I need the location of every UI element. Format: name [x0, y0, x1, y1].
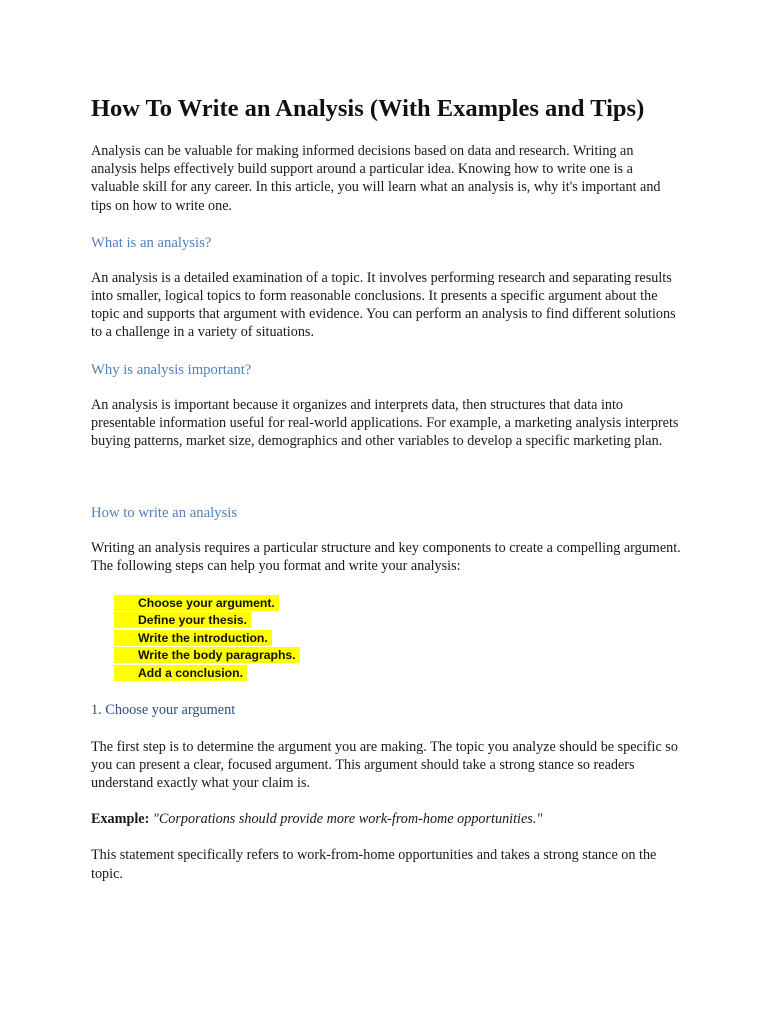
section-body-what: An analysis is a detailed examination of a topic. It involves performing research and separating results into smaller, logical topics to form reasonable conclusions. It presents a specific argument about the topic and supports that argument with evidence. You can perform an analysis to find different solutions to a challenge in a variety of situations.	[91, 269, 676, 341]
step-label: Write the body paragraphs.	[138, 648, 296, 663]
step-highlight	[114, 665, 247, 681]
steps-list-item	[114, 629, 681, 647]
step-highlight	[114, 595, 279, 611]
section-heading-what: What is an analysis?	[91, 234, 212, 251]
step-label: Add a conclusion.	[138, 666, 243, 681]
section-body-why: An analysis is important because it organizes and interprets data, then structures that data into presentable information useful for real-world applications. For example, a marketing analysis interprets buying patterns, market size, demographics and other variables to develop a specific marketing plan.	[91, 396, 679, 450]
section-heading-how: How to write an analysis	[91, 505, 238, 522]
example-line	[91, 810, 681, 828]
step-highlight	[114, 612, 251, 628]
intro-paragraph: Analysis can be valuable for making informed decisions based on data and research. Writing an analysis helps effectively build support around a particular idea. Knowing how to write one is a valuable skill for any career. In this article, you will learn what an analysis is, why it's important and tips on how to write one.	[91, 143, 661, 214]
steps-list-item	[114, 594, 681, 612]
step-label: Define your thesis.	[138, 613, 248, 628]
step-highlight	[114, 647, 300, 663]
step1-body: The first step is to determine the argument you are making. The topic you analyze should be specific so you can present a clear, focused argument. This argument should take a strong stance so readers understand exactly what your claim is.	[91, 738, 678, 792]
example-quote: "Corporations should provide more work-from-home opportunities."	[152, 811, 543, 828]
steps-list-item	[114, 646, 681, 664]
document-title: How To Write an Analysis (With Examples and Tips)	[91, 95, 645, 122]
section-body-how: Writing an analysis requires a particular structure and key components to create a compelling argument. The following steps can help you format and write your analysis:	[91, 540, 681, 575]
step-label: Choose your argument.	[138, 595, 275, 610]
steps-list-item	[114, 664, 681, 682]
step-highlight	[114, 630, 272, 646]
step1-heading: 1. Choose your argument	[91, 701, 236, 718]
steps-list-item	[114, 611, 681, 629]
section-heading-why: Why is analysis important?	[91, 361, 252, 378]
example-label: Example:	[91, 811, 150, 828]
document-content	[91, 92, 681, 883]
step1-followup: This statement specifically refers to work-from-home opportunities and takes a strong stance on the topic.	[91, 847, 657, 882]
steps-list	[91, 594, 681, 682]
step-label: Write the introduction.	[138, 630, 268, 645]
